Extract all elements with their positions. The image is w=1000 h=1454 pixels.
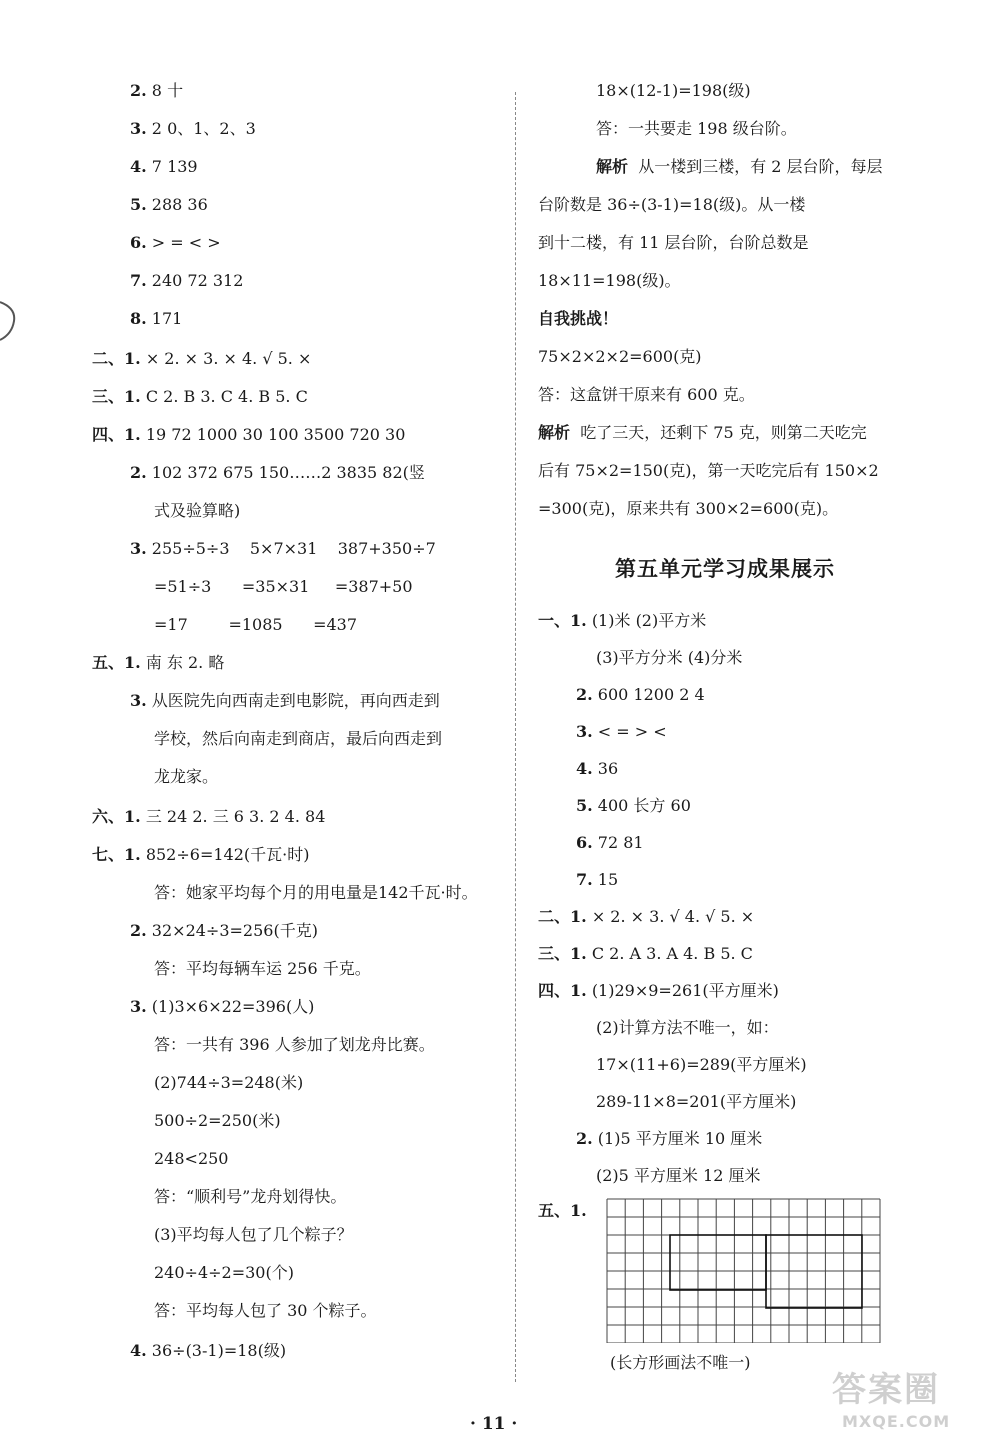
- answer-line: 7. 15: [576, 870, 619, 889]
- watermark-logo: [812, 1362, 982, 1442]
- answer-line: 18×(12-1)=198(级): [596, 81, 751, 100]
- answer-line: 2. 102 372 675 150……2 3835 82(竖: [130, 463, 425, 482]
- answer-line: 500÷2=250(米): [154, 1111, 281, 1130]
- answer-line: 4. 36÷(3-1)=18(级): [130, 1341, 287, 1360]
- answer-line: 17×(11+6)=289(平方厘米): [596, 1055, 807, 1074]
- answer-line: 3. 2 0、1、2、3: [130, 119, 256, 138]
- answer-line: 289-11×8=201(平方厘米): [596, 1092, 797, 1111]
- rectangle-shape-1: [670, 1235, 766, 1290]
- answer-line: 6. > = < >: [130, 233, 221, 252]
- analysis-line: 到十二楼，有 11 层台阶，台阶总数是: [538, 233, 809, 252]
- watermark-url: MXQE.COM: [842, 1412, 951, 1431]
- answer-line: 3. 255÷5÷3 5×7×31 387+350÷7: [130, 539, 436, 558]
- answer-line: 五、1.: [538, 1201, 587, 1220]
- answer-line: 240÷4÷2=30(个): [154, 1263, 294, 1282]
- answer-line: 二、1. × 2. × 3. √ 4. √ 5. ×: [538, 907, 755, 926]
- analysis-line: 18×11=198(级)。: [538, 271, 681, 290]
- answer-line: 3. < = > <: [576, 722, 667, 741]
- answer-line: (2)5 平方厘米 12 厘米: [596, 1166, 761, 1185]
- answer-line: 6. 72 81: [576, 833, 644, 852]
- answer-line: 五、1. 南 东 2. 略: [92, 653, 225, 672]
- answer-line: 四、1. 19 72 1000 30 100 3500 720 30: [92, 425, 406, 444]
- answer-line: 七、1. 852÷6=142(千瓦·时): [92, 845, 310, 864]
- answer-line: (3)平均每人包了几个粽子？: [154, 1225, 353, 1244]
- answer-line: 式及验算略): [154, 501, 241, 520]
- answer-line: 答：一共有 396 人参加了划龙舟比赛。: [154, 1035, 435, 1054]
- answer-line: 答：这盒饼干原来有 600 克。: [538, 385, 755, 404]
- analysis-line: =300(克)，原来共有 300×2=600(克)。: [538, 499, 839, 518]
- answer-line: 2. 32×24÷3=256(千克): [130, 921, 318, 940]
- grid-svg: [606, 1198, 896, 1343]
- answer-line: (2)744÷3=248(米): [154, 1073, 304, 1092]
- answer-line: 3. 从医院先向西南走到电影院，再向西走到: [130, 691, 440, 710]
- answer-line: 一、1. (1)米 (2)平方米: [538, 611, 707, 630]
- answer-line: 三、1. C 2. B 3. C 4. B 5. C: [92, 387, 308, 406]
- section-title: 第五单元学习成果展示: [615, 557, 835, 581]
- analysis-line: 台阶数是 36÷(3-1)=18(级)。从一楼: [538, 195, 806, 214]
- column-divider: [515, 92, 516, 1382]
- answer-line: 8. 171: [130, 309, 183, 328]
- answer-line: 4. 36: [576, 759, 619, 778]
- answer-line: =17 =1085 =437: [154, 615, 358, 634]
- watermark-text: 答案圈: [832, 1370, 940, 1410]
- answer-line: 5. 288 36: [130, 195, 208, 214]
- analysis-line: 解析 从一楼到三楼，有 2 层台阶，每层: [596, 157, 883, 176]
- answer-line: 248<250: [154, 1149, 229, 1168]
- answer-line: 答：一共要走 198 级台阶。: [596, 119, 797, 138]
- answer-line: =51÷3 =35×31 =387+50: [154, 577, 413, 596]
- answer-line: 2. 8 十: [130, 81, 184, 100]
- answer-line: (2)计算方法不唯一，如：: [596, 1018, 779, 1037]
- answer-line: 2. (1)5 平方厘米 10 厘米: [576, 1129, 763, 1148]
- page-number: · 11 ·: [470, 1414, 518, 1434]
- answer-line: 学校，然后向南走到商店，最后向西走到: [154, 729, 443, 748]
- answer-line: 5. 400 长方 60: [576, 796, 691, 815]
- grid-note: (长方形画法不唯一): [610, 1353, 751, 1372]
- answer-line: 3. (1)3×6×22=396(人): [130, 997, 315, 1016]
- answer-line: 7. 240 72 312: [130, 271, 244, 290]
- answer-line: 四、1. (1)29×9=261(平方厘米): [538, 981, 779, 1000]
- analysis-line: 后有 75×2=150(克)，第一天吃完后有 150×2: [538, 461, 879, 480]
- answer-line: 4. 7 139: [130, 157, 198, 176]
- answer-line: 答：平均每辆车运 256 千克。: [154, 959, 371, 978]
- answer-line: 答：“顺利号”龙舟划得快。: [154, 1187, 347, 1206]
- binding-mark: [0, 298, 18, 344]
- answer-line: 龙龙家。: [154, 767, 219, 786]
- answer-line: 六、1. 三 24 2. 三 6 3. 2 4. 84: [92, 807, 326, 826]
- answer-line: 二、1. × 2. × 3. × 4. √ 5. ×: [92, 349, 312, 368]
- answer-line: 三、1. C 2. A 3. A 4. B 5. C: [538, 944, 753, 963]
- answer-line: 答：她家平均每个月的用电量是142千瓦·时。: [154, 883, 478, 902]
- answer-line: 答：平均每人包了 30 个粽子。: [154, 1301, 377, 1320]
- rectangle-grid: [606, 1198, 896, 1347]
- answer-line: 2. 600 1200 2 4: [576, 685, 705, 704]
- answer-line: (3)平方分米 (4)分米: [596, 648, 743, 667]
- analysis-line: 解析 吃了三天，还剩下 75 克，则第二天吃完: [538, 423, 867, 442]
- answer-line: 75×2×2×2=600(克): [538, 347, 702, 366]
- challenge-heading: 自我挑战！: [538, 309, 619, 328]
